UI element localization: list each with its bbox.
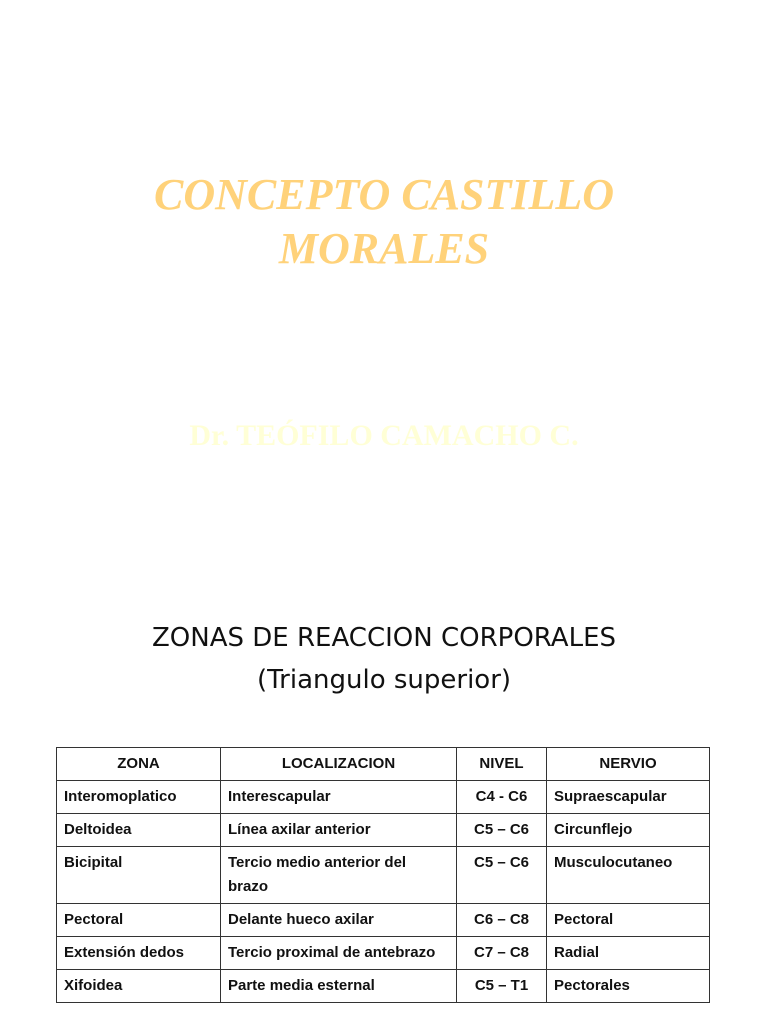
cell-zona: Deltoidea <box>57 814 221 847</box>
cell-nervio: Pectorales <box>547 970 710 1003</box>
header-nervio: NERVIO <box>547 748 710 781</box>
cell-zona: Bicipital <box>57 847 221 904</box>
zones-table <box>56 747 710 1003</box>
table-row <box>57 970 710 1003</box>
section-heading <box>0 617 768 701</box>
table-row <box>57 814 710 847</box>
header-zona: ZONA <box>57 748 221 781</box>
cell-zona: Interomoplatico <box>57 781 221 814</box>
table-row <box>57 904 710 937</box>
cell-nivel: C6 – C8 <box>457 904 547 937</box>
cell-nervio: Pectoral <box>547 904 710 937</box>
table-row <box>57 937 710 970</box>
cell-localizacion: Línea axilar anterior <box>221 814 457 847</box>
slide-title <box>0 168 768 276</box>
cell-nervio: Musculocutaneo <box>547 847 710 904</box>
cell-nervio: Circunflejo <box>547 814 710 847</box>
slide-title-line1: CONCEPTO CASTILLO <box>153 170 615 219</box>
cell-localizacion: Delante hueco axilar <box>221 904 457 937</box>
cell-nivel: C7 – C8 <box>457 937 547 970</box>
cell-nivel: C5 – T1 <box>457 970 547 1003</box>
cell-zona: Extensión dedos <box>57 937 221 970</box>
slide-subtitle: Dr. TEÓFILO CAMACHO C. <box>189 419 579 452</box>
cell-nivel: C5 – C6 <box>457 847 547 904</box>
header-localizacion: LOCALIZACION <box>221 748 457 781</box>
section-heading-line1: ZONAS DE REACCION CORPORALES <box>151 623 616 653</box>
cell-nivel: C4 - C6 <box>457 781 547 814</box>
cell-zona: Xifoidea <box>57 970 221 1003</box>
table-header-row <box>57 748 710 781</box>
cell-nivel: C5 – C6 <box>457 814 547 847</box>
cell-localizacion: Interescapular <box>221 781 457 814</box>
cell-zona: Pectoral <box>57 904 221 937</box>
cell-localizacion: Parte media esternal <box>221 970 457 1003</box>
table-row <box>57 781 710 814</box>
cell-localizacion: Tercio proximal de antebrazo <box>221 937 457 970</box>
section-heading-line2: (Triangulo superior) <box>256 665 512 695</box>
header-nivel: NIVEL <box>457 748 547 781</box>
cell-nervio: Supraescapular <box>547 781 710 814</box>
table-row <box>57 847 710 904</box>
cell-nervio: Radial <box>547 937 710 970</box>
cell-localizacion: Tercio medio anterior del brazo <box>221 847 457 904</box>
slide-title-line2: MORALES <box>278 224 490 273</box>
